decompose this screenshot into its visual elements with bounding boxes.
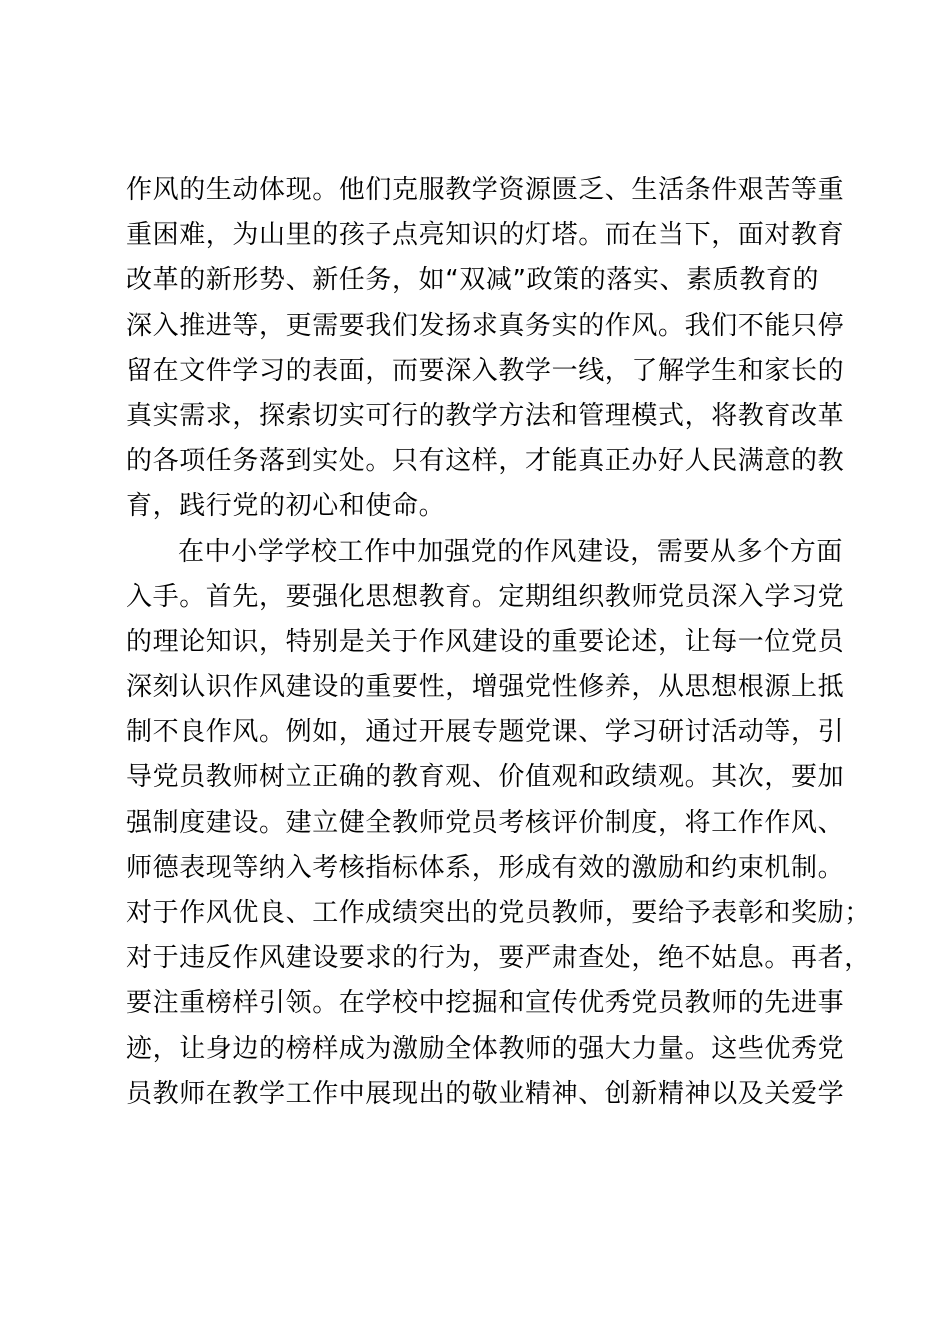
text-line: 入手。首先，要强化思想教育。定期组织教师党员深入学习党 bbox=[126, 581, 845, 612]
text-line: 作风的生动体现。他们克服教学资源匮乏、生活条件艰苦等重 bbox=[126, 175, 845, 205]
text-line: 深刻认识作风建设的重要性，增强党性修养，从思想根源上抵 bbox=[126, 672, 845, 703]
text-line: 师德表现等纳入考核指标体系，形成有效的激励和约束机制。 bbox=[126, 852, 845, 883]
text-line: 对于作风优良、工作成绩突出的党员教师，要给予表彰和奖励； bbox=[126, 898, 871, 928]
text-line: 要注重榜样引领。在学校中挖掘和宣传优秀党员教师的先进事 bbox=[126, 988, 845, 1019]
text-line: 强制度建设。建立健全教师党员考核评价制度，将工作作风、 bbox=[126, 807, 845, 838]
paragraph-1 bbox=[126, 168, 845, 530]
paragraph-2 bbox=[126, 530, 871, 1117]
text-line: 在中小学学校工作中加强党的作风建设，需要从多个方面 bbox=[178, 536, 844, 567]
text-line: 留在文件学习的表面，而要深入教学一线，了解学生和家长的 bbox=[126, 355, 845, 386]
text-line: 深入推进等，更需要我们发扬求真务实的作风。我们不能只停 bbox=[126, 310, 845, 341]
text-line: 的理论知识，特别是关于作风建设的重要论述，让每一位党员 bbox=[126, 626, 845, 657]
text-line: 员教师在教学工作中展现出的敬业精神、创新精神以及关爱学 bbox=[126, 1078, 845, 1109]
text-line: 真实需求，探索切实可行的教学方法和管理模式，将教育改革 bbox=[126, 400, 845, 431]
text-line: 改革的新形势、新任务，如“双减”政策的落实、素质教育的 bbox=[126, 265, 820, 296]
text-line: 的各项任务落到实处。只有这样，才能真正办好人民满意的教 bbox=[126, 446, 845, 477]
text-line: 重困难，为山里的孩子点亮知识的灯塔。而在当下，面对教育 bbox=[126, 220, 845, 251]
text-line: 对于违反作风建设要求的行为，要严肃查处，绝不姑息。再者， bbox=[126, 943, 871, 974]
text-line: 导党员教师树立正确的教育观、价值观和政绩观。其次，要加 bbox=[126, 762, 845, 793]
text-line: 育，践行党的初心和使命。 bbox=[126, 491, 446, 522]
text-line: 制不良作风。例如，通过开展专题党课、学习研讨活动等，引 bbox=[126, 717, 845, 748]
text-line: 迹，让身边的榜样成为激励全体教师的强大力量。这些优秀党 bbox=[126, 1033, 845, 1064]
body-text bbox=[126, 168, 871, 1117]
